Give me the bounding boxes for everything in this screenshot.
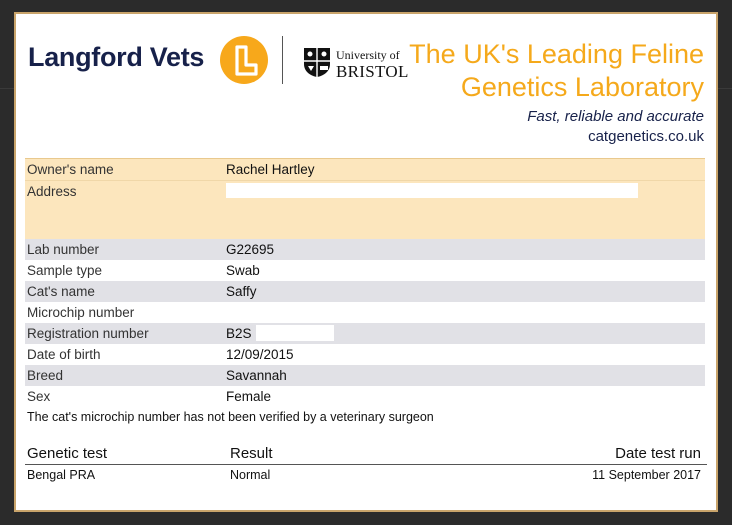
detail-label: Owner's name xyxy=(27,162,114,177)
header-genetic-test: Genetic test xyxy=(27,445,108,462)
detail-value: Rachel Hartley xyxy=(226,162,315,177)
detail-value: Female xyxy=(226,389,272,404)
detail-row-owner xyxy=(25,158,705,180)
tagline: Fast, reliable and accurate xyxy=(527,108,704,125)
detail-label: Sample type xyxy=(27,263,103,278)
detail-label: Lab number xyxy=(27,242,100,257)
results-table xyxy=(25,442,707,485)
detail-label: Microchip number xyxy=(27,305,135,320)
detail-row-date-of-birth xyxy=(25,344,705,365)
table-row xyxy=(25,465,707,485)
redacted-address xyxy=(226,183,638,198)
microchip-note: The cat's microchip number has not been verified by a veterinary surgeon xyxy=(27,410,434,424)
details-table xyxy=(25,158,705,407)
detail-row-cat-name xyxy=(25,281,705,302)
langford-vets-logo-text: Langford Vets xyxy=(28,42,205,72)
detail-row-registration xyxy=(25,323,705,344)
langford-l-icon xyxy=(220,36,268,84)
certificate-document xyxy=(14,12,718,512)
university-label: University of xyxy=(336,48,400,62)
detail-row-address xyxy=(25,180,705,239)
logo-divider xyxy=(282,36,283,84)
detail-value: B2S xyxy=(226,326,252,341)
lab-headline xyxy=(409,38,704,104)
website-link[interactable]: catgenetics.co.uk xyxy=(588,128,704,145)
detail-label: Breed xyxy=(27,368,64,383)
headline-line-2: Genetics Laboratory xyxy=(460,72,704,102)
cell-genetic-test: Bengal PRA xyxy=(27,468,96,482)
detail-value: Savannah xyxy=(226,368,287,383)
bristol-label: BRISTOL xyxy=(336,62,409,81)
detail-label: Date of birth xyxy=(27,347,101,362)
cell-result: Normal xyxy=(230,468,271,482)
detail-label: Cat's name xyxy=(27,284,95,299)
detail-label: Sex xyxy=(27,389,51,404)
detail-value: 12/09/2015 xyxy=(226,347,294,362)
redacted-registration xyxy=(256,325,334,341)
detail-value: Swab xyxy=(226,263,260,278)
detail-row-microchip xyxy=(25,302,705,323)
results-header-row xyxy=(25,442,707,465)
bristol-crest-icon xyxy=(302,46,332,78)
header-result: Result xyxy=(230,445,273,462)
detail-row-lab-number xyxy=(25,239,705,260)
headline-line-1: The UK's Leading Feline xyxy=(409,39,704,69)
detail-label: Address xyxy=(27,184,77,199)
detail-row-breed xyxy=(25,365,705,386)
detail-row-sample-type xyxy=(25,260,705,281)
detail-label: Registration number xyxy=(27,326,149,341)
detail-value: G22695 xyxy=(226,242,275,257)
cell-date-test-run: 11 September 2017 xyxy=(592,468,701,482)
header-date-test-run: Date test run xyxy=(615,445,701,462)
detail-value: Saffy xyxy=(226,284,257,299)
detail-row-sex xyxy=(25,386,705,407)
